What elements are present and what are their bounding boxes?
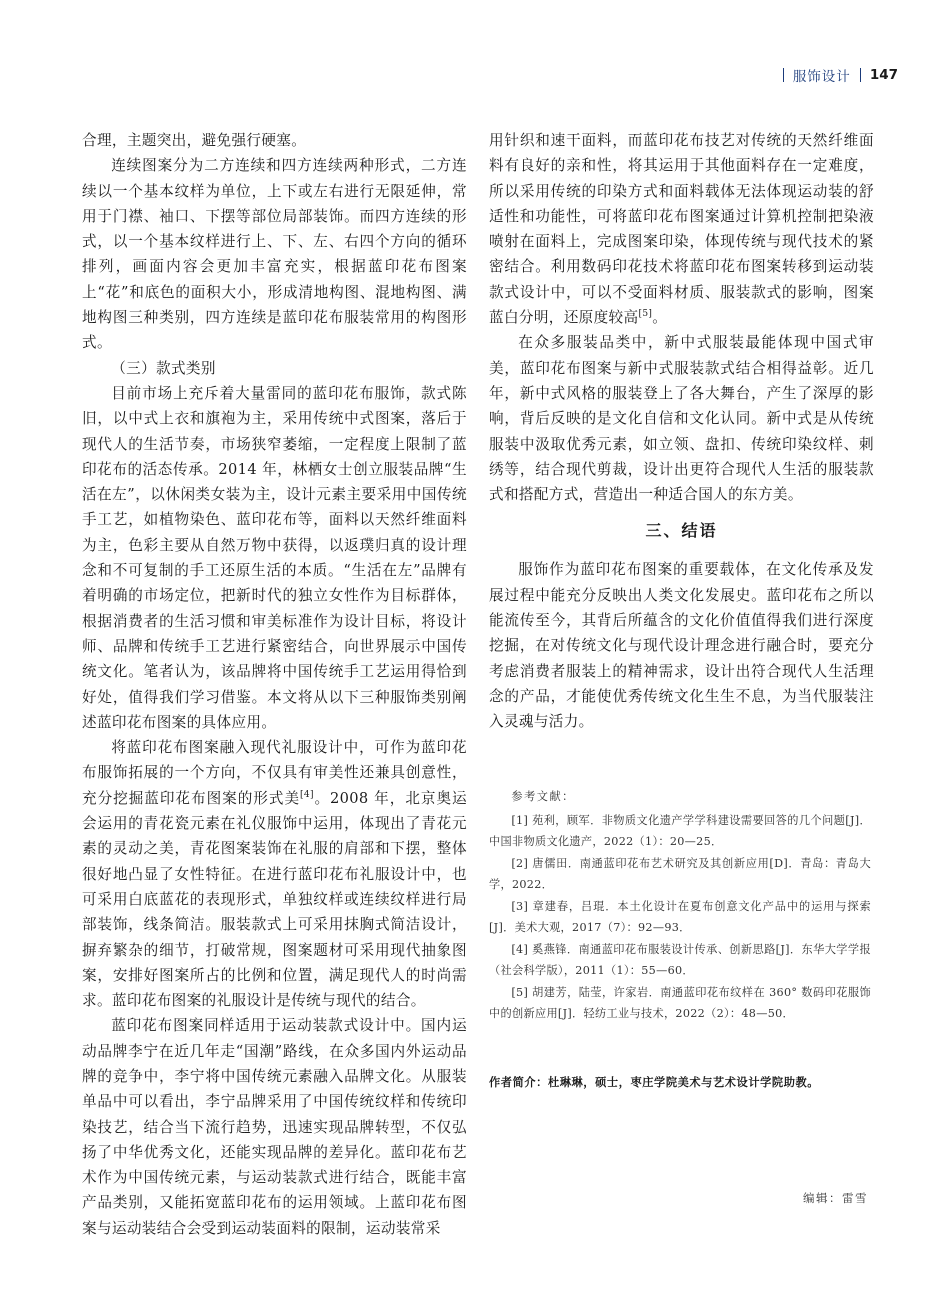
reference-item: [5] 胡建芳，陆莹，许家岩．南通蓝印花布纹样在 360° 数码印花服饰中的创新应用[J]．轻纺工业与技术，2022（2）：48—50． <box>489 985 871 1020</box>
body-paragraph <box>489 128 874 330</box>
header-divider <box>860 68 861 82</box>
paragraph-text: 将蓝印花布图案融入现代礼服设计中，可作为蓝印花布服饰拓展的一个方向，不仅具有审美性还兼具创意性，充分挖掘蓝印花布图案的形式美 <box>82 739 467 807</box>
reference-item: [4] 奚燕锋．南通蓝印花布服装设计传承、创新思路[J]．东华大学学报（社会科学版），2011（1）：55—60． <box>489 942 871 977</box>
left-column <box>82 128 467 1241</box>
reference-item: [3] 章建春，吕琨．本土化设计在夏布创意文化产品中的运用与探索[J]．美术大观，2017（7）：92—93． <box>489 899 871 934</box>
editor-credit: 编辑：雷雪 <box>803 1191 868 1205</box>
body-paragraph: 在众多服装品类中，新中式服装最能体现中国式审美，蓝印花布图案与新中式服装款式结合相得益彰。近几年，新中式风格的服装登上了各大舞台，产生了深厚的影响，背后反映的是文化自信和文化认同。新中式是从传统服装中汲取优秀元素，如立领、盘扣、传统印染纹样、刺绣等，结合现代剪裁，设计出更符合现代人生活的服装款式和搭配方式，营造出一种适合国人的东方美。 <box>489 334 874 504</box>
header-divider <box>783 68 784 82</box>
body-paragraph: 目前市场上充斥着大量雷同的蓝印花布服饰，款式陈旧，以中式上衣和旗袍为主，采用传统中式图案，落后于现代人的生活节奏，市场狭窄萎缩，一定程度上限制了蓝印花布的活态传承。2014 年，林栖女士创立服装品牌“生活在左”，以休闲类女装为主，设计元素主要采用中国传统手工艺，如植物染色、蓝印花布等，面料以天然纤维面料为主，色彩主要从自然万物中获得，以返璞归真的设计理念和不可复制的手工还原生活的本质。“生活在左”品牌有着明确的市场定位，把新时代的独立女性作为目标群体，根据消费者的生活习惯和审美标准作为设计目标，将设计师、品牌和传统手工艺进行紧密结合，向世界展示中国传统文化。笔者认为，该品牌将中国传统手工艺运用得恰到好处，值得我们学习借鉴。本文将从以下三种服饰类别阐述蓝印花布图案的具体应用。 <box>82 384 467 731</box>
references <box>489 786 871 1025</box>
body-paragraph: 合理，主题突出，避免强行硬塞。 <box>82 132 307 149</box>
citation-marker: [5] <box>638 309 653 320</box>
body-paragraph: 服饰作为蓝印花布图案的重要载体，在文化传承及发展过程中能充分反映出人类文化发展史。蓝印花布之所以能流传至今，其背后所蕴含的文化价值值得我们进行深度挖掘，在对传统文化与现代设计理念进行融合时，要充分考虑消费者服装上的精神需求，设计出符合现代人生活理念的产品，才能使优秀传统文化生生不息，为当代服装注入灵魂与活力。 <box>489 561 874 731</box>
citation-marker: [4] <box>300 789 314 800</box>
running-header <box>774 66 898 84</box>
reference-item: [1] 苑利，顾军．非物质文化遗产学学科建设需要回答的几个问题[J]．中国非物质文化遗产，2022（1）：20—25． <box>489 813 871 848</box>
section-name: 服饰设计 <box>792 69 851 85</box>
body-paragraph: 连续图案分为二方连续和四方连续两种形式，二方连续以一个基本纹样为单位，上下或左右进行无限延伸，常用于门襟、袖口、下摆等部位局部装饰。而四方连续的形式，以一个基本纹样进行上、下、左、右四个方向的循环排列，画面内容会更加丰富充实，根据蓝印花布图案上“花”和底色的面积大小，形成清地构图、混地构图、满地构图三种类别，四方连续是蓝印花布服装常用的构图形式。 <box>82 157 467 352</box>
page-number: 147 <box>869 67 898 83</box>
paragraph-text: 用针织和速干面料，而蓝印花布技艺对传统的天然纤维面料有良好的亲和性，将其运用于其他面料存在一定难度，所以采用传统的印染方式和面料载体无法体现运动装的舒适性和功能性，可将蓝印花布图案通过计算机控制把染液喷射在面料上，完成图案印染，体现传统与现代技术的紧密结合。利用数码印花技术将蓝印花布图案转移到运动装款式设计中，可以不受面料材质、服装款式的影响，图案蓝白分明，还原度较高 <box>489 132 874 327</box>
body-paragraph: 蓝印花布图案同样适用于运动装款式设计中。国内运动品牌李宁在近几年走“国潮”路线，在众多国内外运动品牌的竞争中，李宁将中国传统元素融入品牌文化。从服装单品中可以看出，李宁品牌采用了中国传统纹样和传统印染技艺，结合当下流行趋势，迅速实现品牌转型，不仅弘扬了中华优秀文化，还能实现品牌的差异化。蓝印花布艺术作为中国传统元素，与运动装款式进行结合，既能丰富产品类别，又能拓宽蓝印花布的运用领域。上蓝印花布图案与运动装结合会受到运动装面料的限制，运动装常采 <box>82 1017 467 1237</box>
right-column <box>489 128 874 735</box>
reference-item: [2] 唐儒田．南通蓝印花布艺术研究及其创新应用[D]．青岛：青岛大学，2022． <box>489 856 871 891</box>
body-paragraph <box>82 735 467 1013</box>
paragraph-text: 。 <box>652 309 668 327</box>
section-heading: 三、结语 <box>645 521 718 541</box>
subsection-heading: （三）款式类别 <box>111 359 216 377</box>
references-title: 参考文献： <box>511 790 575 803</box>
paragraph-text: 。2008 年，北京奥运会运用的青花瓷元素在礼仪服饰中运用，体现出了青花元素的灵动之美，青花图案装饰在礼服的肩部和下摆，整体很好地凸显了女性特征。在进行蓝印花布礼服设计中，也可采用白底蓝花的表现形式，单独纹样或连续纹样进行局部装饰，线条简洁。服装款式上可采用抹胸式简洁设计，摒弃繁杂的细节，打破常规，图案题材可采用现代抽象图案，安排好图案所占的比例和位置，满足现代人的时尚需求。蓝印花布图案的礼服设计是传统与现代的结合。 <box>82 789 467 1010</box>
author-bio: 作者简介：杜琳琳，硕士，枣庄学院美术与艺术设计学院助教。 <box>489 1075 820 1089</box>
